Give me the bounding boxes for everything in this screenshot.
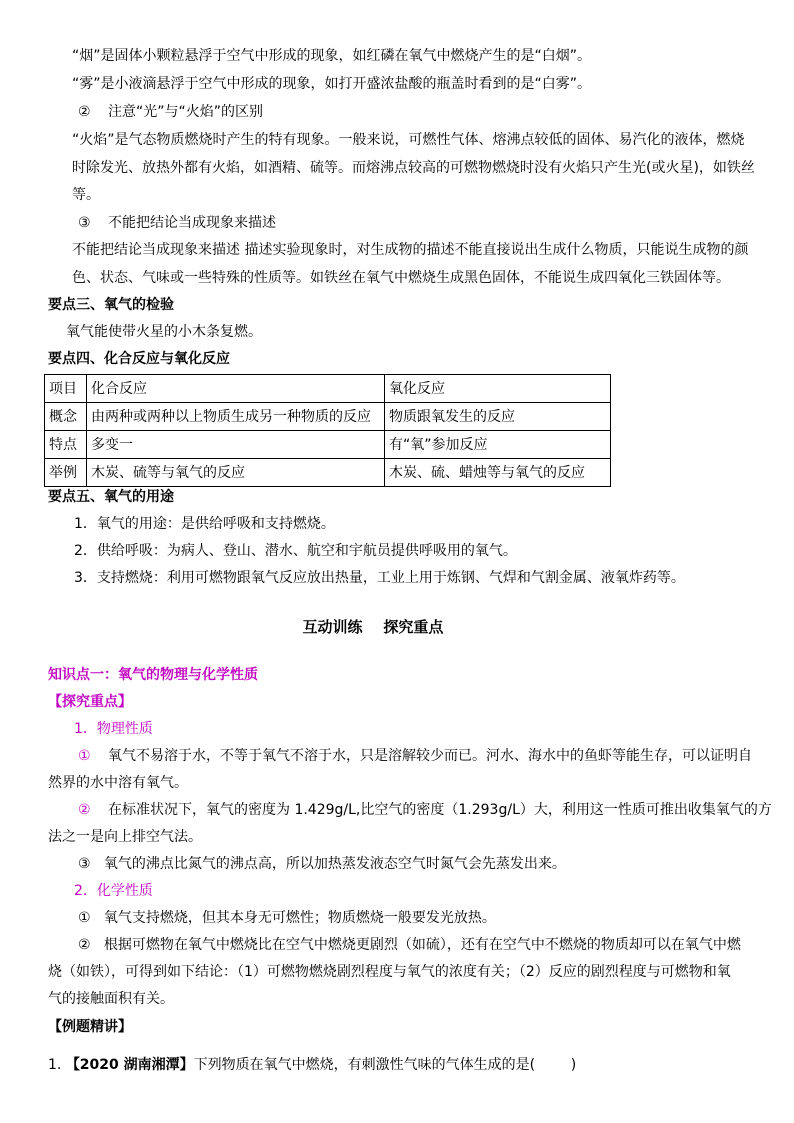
flame-line-3: 等。 [72, 187, 100, 203]
smoke-definition: “烟”是固体小颗粒悬浮于空气中形成的现象，如红磷在氧气中燃烧产生的是“白烟”。 [72, 48, 592, 64]
table-cell: 项目 [45, 375, 87, 403]
conclusion-line-2: 色、状态、气味或一些特殊的性质等。如铁丝在氧气中燃烧生成黑色固体，不能说生成四氧化三铁固体等。 [72, 270, 730, 286]
question-number: 1. [48, 1057, 62, 1073]
point5-heading: 要点五、氧气的用途 [48, 489, 174, 505]
section-title: 互动训练 探究重点 [302, 618, 444, 636]
phys1-line-1: 氧气不易溶于水，不等于氧气不溶于水，只是溶解较少而已。河水、海水中的鱼虾等能生存，可以证明自 [108, 748, 752, 764]
question-text: 下列物质在氧气中燃烧，有刺激性气味的气体生成的是( ) [193, 1057, 577, 1073]
point4-heading: 要点四、化合反应与氧化反应 [48, 351, 230, 367]
table-cell: 特点 [45, 431, 87, 459]
table-cell: 物质跟氧发生的反应 [385, 403, 611, 431]
point3-heading: 要点三、氧气的检验 [48, 297, 174, 313]
point5-item-2: 2．供给呼吸：为病人、登山、潜水、航空和宇航员提供呼吸用的氧气。 [74, 543, 517, 559]
point3-text: 氧气能使带火星的小木条复燃。 [66, 324, 262, 340]
explore-label: 【探究重点】 [48, 694, 132, 710]
table-cell: 概念 [45, 403, 87, 431]
phys1-line-2: 然界的水中溶有氧气。 [48, 775, 188, 791]
example-label: 【例题精讲】 [48, 1019, 132, 1035]
table-cell: 木炭、硫、蜡烛等与氧气的反应 [385, 459, 611, 487]
question-source: 【2020 湖南湘潭】 [65, 1057, 194, 1073]
table-cell: 多变一 [87, 431, 385, 459]
point2-number: ② [78, 104, 91, 120]
table-row [45, 375, 611, 403]
table-row [45, 459, 611, 487]
table-cell: 化合反应 [87, 375, 385, 403]
conclusion-line-1: 不能把结论当成现象来描述 描述实验现象时，对生成物的描述不能直接说出生成什么物质，只能说生成物的颜 [72, 242, 749, 258]
phys1-number: ① [78, 748, 91, 764]
comparison-table [44, 374, 611, 487]
table-row [45, 403, 611, 431]
question-1 [48, 1055, 576, 1075]
flame-line-2: 时除发光、放热外都有火焰，如酒精、硫等。而熔沸点较高的可燃物燃烧时没有火焰只产生光(或火星)，如铁丝 [72, 160, 755, 176]
point5-item-1: 1．氧气的用途：是供给呼吸和支持燃烧。 [74, 516, 335, 532]
table-row [45, 431, 611, 459]
phys3-line: ③ 氧气的沸点比氮气的沸点高，所以加热蒸发液态空气时氮气会先蒸发出来。 [78, 856, 566, 872]
chem1-line: ① 氧气支持燃烧，但其本身无可燃性；物质燃烧一般要发光放热。 [78, 910, 496, 926]
point3-number: ③ [78, 215, 91, 231]
chemical-heading: 2．化学性质 [74, 883, 153, 899]
chem2-line-2: 烧（如铁），可得到如下结论：（1）可燃物燃烧剧烈程度与氧气的浓度有关；（2）反应的剧烈程度与可燃物和氧 [48, 964, 731, 980]
table-cell: 有“氧”参加反应 [385, 431, 611, 459]
point3-title: 不能把结论当成现象来描述 [108, 215, 276, 231]
knowledge-point-heading: 知识点一：氧气的物理与化学性质 [48, 667, 258, 683]
chem2-line-1: ② 根据可燃物在氧气中燃烧比在空气中燃烧更剧烈（如硫），还有在空气中不燃烧的物质却可以在氧气中燃 [78, 937, 741, 953]
table-cell: 举例 [45, 459, 87, 487]
physical-heading: 1．物理性质 [74, 721, 153, 737]
table-cell: 由两种或两种以上物质生成另一种物质的反应 [87, 403, 385, 431]
phys2-line-1: 在标准状况下，氧气的密度为 1.429g/L,比空气的密度（1.293g/L）大，利用这一性质可推出收集氧气的方 [108, 802, 772, 818]
phys2-number: ② [78, 802, 91, 818]
table-cell: 氧化反应 [385, 375, 611, 403]
flame-line-1: “火焰”是气态物质燃烧时产生的特有现象。一般来说，可燃性气体、熔沸点较低的固体、易汽化的液体，燃烧 [72, 132, 745, 148]
point2-title: 注意“光”与“火焰”的区别 [108, 104, 264, 120]
point5-item-3: 3．支持燃烧：利用可燃物跟氧气反应放出热量，工业上用于炼钢、气焊和气割金属、液氧炸药等。 [74, 570, 685, 586]
table-cell: 木炭、硫等与氧气的反应 [87, 459, 385, 487]
chem2-line-3: 气的接触面积有关。 [48, 991, 174, 1007]
phys2-line-2: 法之一是向上排空气法。 [48, 829, 202, 845]
fog-definition: “雾”是小液滴悬浮于空气中形成的现象，如打开盛浓盐酸的瓶盖时看到的是“白雾”。 [72, 76, 592, 92]
